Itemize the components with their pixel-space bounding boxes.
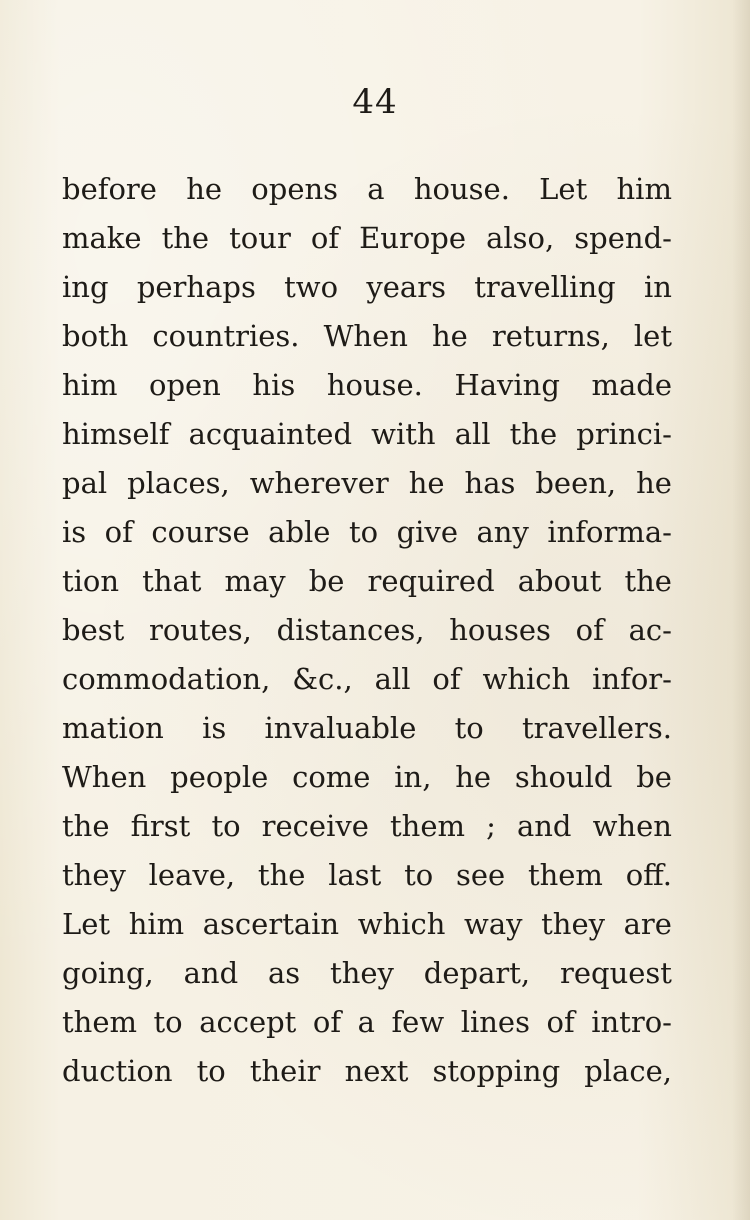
word: himself [62, 417, 170, 451]
text-line [62, 459, 672, 508]
word: house. [326, 368, 423, 402]
word: of [546, 1005, 575, 1039]
word: is [202, 711, 227, 745]
word: commodation, [62, 662, 271, 696]
word: the [161, 221, 210, 255]
word: of [432, 662, 461, 696]
word: of [312, 1005, 342, 1039]
word: distances, [276, 613, 425, 647]
word: &c., [292, 662, 353, 696]
word: of [104, 515, 133, 549]
word: and [516, 809, 572, 843]
word: mation [62, 711, 164, 745]
word: and [183, 956, 239, 990]
word: able [268, 515, 331, 549]
word: to [153, 1005, 183, 1039]
word: open [149, 368, 221, 402]
word: him [616, 172, 672, 206]
word: all [454, 417, 491, 451]
word: he [455, 760, 492, 794]
word: been, [535, 466, 617, 500]
word: wherever [249, 466, 389, 500]
text-line [62, 704, 672, 753]
text-line [62, 312, 672, 361]
text-line [62, 851, 672, 900]
word: which [482, 662, 571, 696]
word: which [357, 907, 446, 941]
word: made [591, 368, 672, 402]
word: place, [584, 1054, 672, 1088]
page-number: 44 [352, 82, 398, 122]
word: stopping [432, 1054, 561, 1088]
word: him [128, 907, 185, 941]
word: course [151, 515, 250, 549]
word: their [249, 1054, 321, 1088]
word: opens [251, 172, 339, 206]
word: he [408, 466, 445, 500]
text-line [62, 263, 672, 312]
word: they [541, 907, 606, 941]
word: let [633, 319, 672, 353]
word: tion [62, 564, 120, 598]
word: to [404, 858, 434, 892]
word: few [391, 1005, 445, 1039]
word: informa- [547, 515, 672, 549]
text-line [62, 165, 672, 214]
word: in, [394, 760, 432, 794]
text-line [62, 802, 672, 851]
word: a [367, 172, 385, 206]
text-line [62, 998, 672, 1047]
word: When [62, 760, 147, 794]
word: places, [127, 466, 230, 500]
text-line [62, 753, 672, 802]
word: travelling [474, 270, 616, 304]
word: should [514, 760, 613, 794]
word: pal [62, 466, 108, 500]
word: the [257, 858, 306, 892]
word: the [62, 809, 110, 843]
word: Let [539, 172, 588, 206]
word: first [130, 809, 191, 843]
word: last [328, 858, 382, 892]
word: make [62, 221, 142, 255]
word: Europe [359, 221, 467, 255]
word: accept [199, 1005, 297, 1039]
word: ascertain [202, 907, 340, 941]
word: them [62, 1005, 137, 1039]
word: Having [454, 368, 560, 402]
text-line [62, 655, 672, 704]
word: as [268, 956, 301, 990]
word: infor- [592, 662, 672, 696]
word: princi- [576, 417, 672, 451]
word: him [62, 368, 118, 402]
word: next [344, 1054, 409, 1088]
word: when [592, 809, 672, 843]
word: years [366, 270, 446, 304]
word: all [374, 662, 411, 696]
word: is [62, 515, 87, 549]
text-line [62, 214, 672, 263]
word: countries. [152, 319, 300, 353]
word: in [643, 270, 672, 304]
word: any [476, 515, 529, 549]
word: spend- [574, 221, 672, 255]
word: depart, [423, 956, 531, 990]
word: the [509, 417, 558, 451]
page-edge-shadow [732, 0, 750, 1220]
word: he [431, 319, 468, 353]
word: travellers. [521, 711, 672, 745]
word: come [292, 760, 371, 794]
word: to [211, 809, 241, 843]
word: going, [62, 956, 154, 990]
word: they [62, 858, 126, 892]
word: them [390, 809, 465, 843]
word: of [575, 613, 604, 647]
word: he [186, 172, 223, 206]
word: of [310, 221, 340, 255]
word: routes, [148, 613, 252, 647]
word: perhaps [136, 270, 256, 304]
text-line [62, 410, 672, 459]
word: that [142, 564, 202, 598]
text-line [62, 900, 672, 949]
word: be [308, 564, 345, 598]
word: off. [625, 858, 672, 892]
word: to [196, 1054, 226, 1088]
word: they [330, 956, 394, 990]
word: his [252, 368, 296, 402]
word: with [371, 417, 436, 451]
word: When [323, 319, 408, 353]
text-line [62, 949, 672, 998]
word: ; [486, 809, 496, 843]
word: before [62, 172, 157, 206]
word: be [636, 760, 672, 794]
word: way [464, 907, 523, 941]
word: may [224, 564, 286, 598]
word: invaluable [264, 711, 417, 745]
word: ac- [628, 613, 672, 647]
word: acquainted [188, 417, 353, 451]
word: two [284, 270, 339, 304]
word: house. [413, 172, 510, 206]
word: leave, [148, 858, 236, 892]
word: receive [261, 809, 369, 843]
word: Let [62, 907, 111, 941]
word: people [170, 760, 269, 794]
word: give [396, 515, 458, 549]
word: the [624, 564, 672, 598]
word: ing [62, 270, 109, 304]
word: them [527, 858, 603, 892]
text-line [62, 557, 672, 606]
word: returns, [491, 319, 610, 353]
word: request [559, 956, 672, 990]
body-text [62, 165, 672, 1096]
word: to [454, 711, 484, 745]
word: duction [62, 1054, 173, 1088]
text-line [62, 508, 672, 557]
word: intro- [591, 1005, 672, 1039]
word: about [517, 564, 602, 598]
word: he [636, 466, 672, 500]
word: also, [486, 221, 555, 255]
word: lines [460, 1005, 530, 1039]
word: to [348, 515, 379, 549]
word: houses [449, 613, 551, 647]
word: required [367, 564, 495, 598]
word: both [62, 319, 129, 353]
text-line [62, 1047, 672, 1096]
word: has [464, 466, 516, 500]
word: best [62, 613, 125, 647]
word: tour [229, 221, 291, 255]
text-line [62, 606, 672, 655]
word: are [623, 907, 672, 941]
word: a [357, 1005, 375, 1039]
word: see [455, 858, 506, 892]
text-line [62, 361, 672, 410]
